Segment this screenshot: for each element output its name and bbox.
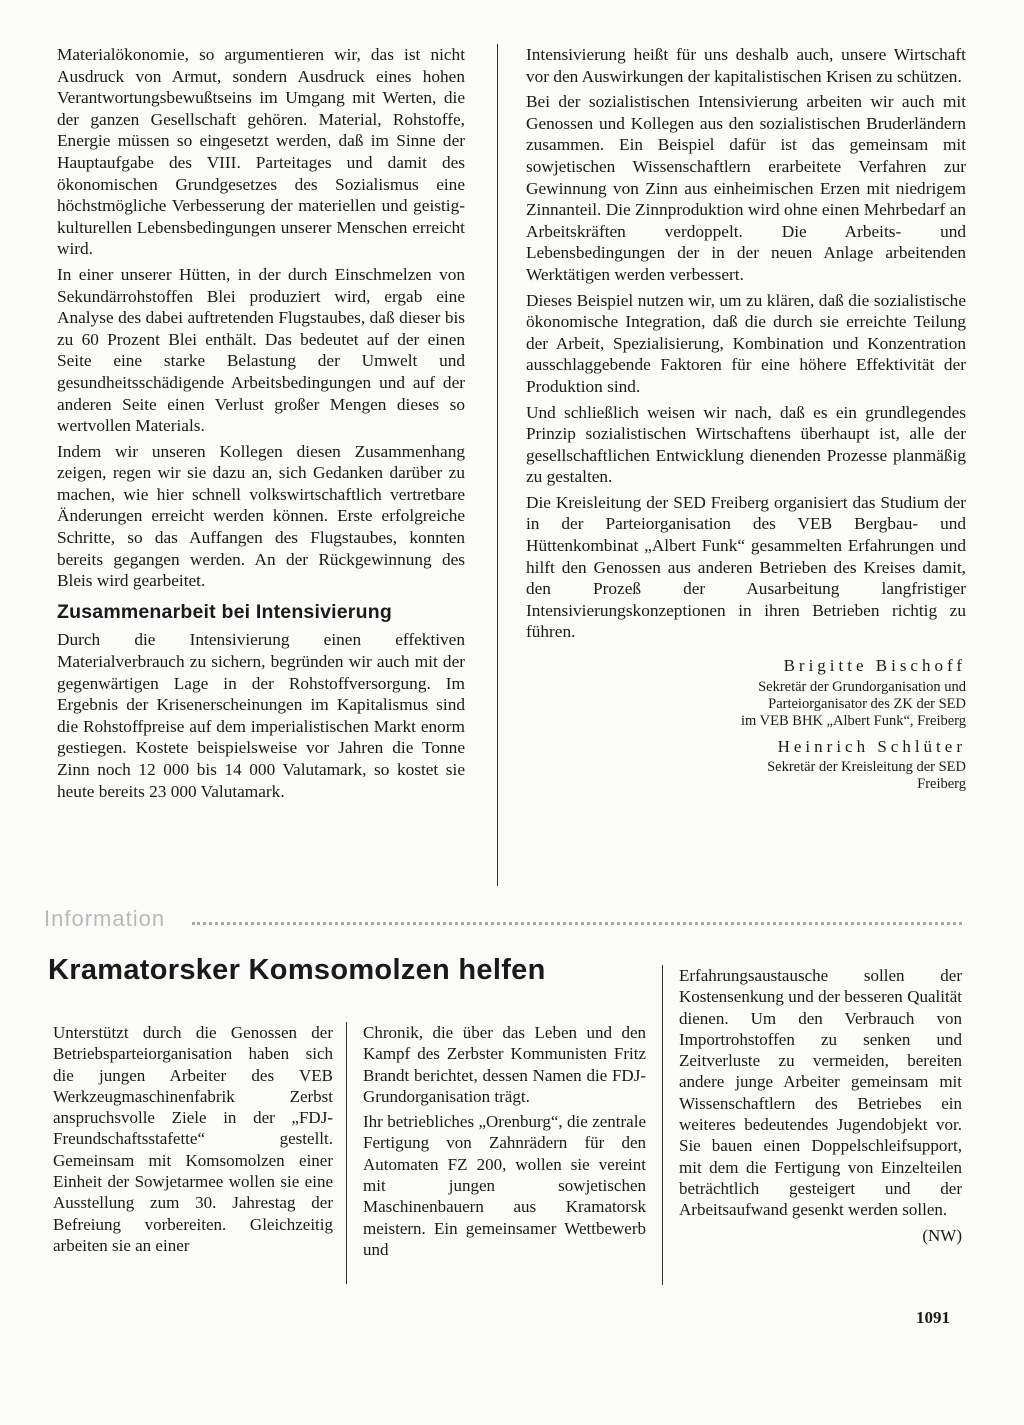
paragraph: Durch die Intensivierung einen effektiven Materialverbrauch zu sichern, begründen wir auch mit der gegenwärtigen Lage in der Rohstoffversorgung. Im Ergebnis der Krisenerscheinungen im Kapitalismus sind die Rohstoffpreise auf dem imperialistischen Markt enorm gestiegen. Kostete beispielsweise vor Jahren die Tonne Zinn noch 12 000 bis 14 000 Valutamark, so kostet sie heute bereits 23 000 Valutamark.	[57, 630, 465, 801]
article2-column-3	[679, 965, 962, 1250]
article-headline: Kramatorsker Komsomolzen helfen	[48, 954, 546, 986]
paragraph: Intensivierung heißt für uns deshalb auch, unsere Wirtschaft vor den Auswirkungen der kapitalistischen Krisen zu schützen.	[526, 45, 966, 86]
section-label: Information	[44, 906, 166, 931]
article2-column-1	[53, 1022, 333, 1260]
author-title-line: Sekretär der Kreisleitung der SED	[767, 759, 966, 776]
column-divider	[662, 965, 663, 1285]
paragraph: Indem wir unseren Kollegen diesen Zusammenhang zeigen, regen wir sie dazu an, sich Gedanken darüber zu machen, wie hier schnell volkswirtschaftlich vertretbare Änderungen erreicht werden können. Erste erfolgreiche Schritte, so das Auffangen des Flugstaubes, konnten bereits gegangen werden. An der Rückgewinnung des Bleis wird gearbeitet.	[57, 441, 465, 591]
subheading: Zusammenarbeit bei Intensivierung	[57, 600, 392, 623]
page-number: 1091	[916, 1308, 950, 1327]
paragraph: Materialökonomie, so argumentieren wir, das ist nicht Ausdruck von Armut, sondern Ausdruck eines hohen Verantwortungsbewußtseins im Umgang mit Werten, die der ganzen Gesellschaft gehören. Material, Rohstoffe, Energie müssen so eingesetzt werden, daß im Sinne der Hauptaufgabe des VIII. Parteitages und damit des ökonomischen Grundgesetzes des Sozialismus eine höchstmögliche Verbesserung der materiellen und geistig-kulturellen Lebensbedingungen unserer Menschen erreicht wird.	[57, 45, 465, 259]
article1-right-column	[526, 44, 966, 793]
author-name: Brigitte Bischoff	[783, 656, 966, 676]
paragraph: Chronik, die über das Leben und den Kampf des Zerbster Kommunisten Fritz Brandt berichtet, dessen Namen die FDJ-Grundorganisation trägt.	[363, 1023, 646, 1106]
author-title-line: Freiberg	[917, 776, 966, 793]
paragraph: Ihr betriebliches „Orenburg“, die zentrale Fertigung von Zahnrädern für den Automaten FZ 200, wollen sie vereint mit jungen sowjetischen Maschinenbauern aus Kramatorsk meistern. Ein gemeinsamer Wettbewerb und	[363, 1112, 646, 1259]
article2-column-2	[363, 1022, 646, 1264]
paragraph: Die Kreisleitung der SED Freiberg organisiert das Studium der in der Parteiorganisation des VEB Bergbau- und Hüttenkombinat „Albert Funk“ gesammelten Erfahrungen und hilft den Genossen aus anderen Betrieben des Kreises damit, den Prozeß der Ausarbeitung langfristiger Intensivierungskonzeptionen in ihren Betrieben richtig zu führen.	[526, 492, 966, 642]
paragraph: Unterstützt durch die Genossen der Betriebsparteiorganisation haben sich die jungen Arbeiter des VEB Werkzeugmaschinenfabrik Zerbst anspruchsvolle Ziele in der „FDJ-Freundschaftsstafette“ gestellt. Gemeinsam mit Komsomolzen einer Einheit der Sowjetarmee wollen sie eine Ausstellung zum 30. Jahrestag der Befreiung vorbereiten. Gleichzeitig arbeiten sie an einer	[53, 1023, 333, 1255]
author-title-line: im VEB BHK „Albert Funk“, Freiberg	[741, 712, 966, 729]
column-divider	[346, 1022, 347, 1284]
author-title-line: Sekretär der Grundorganisation und	[758, 678, 966, 695]
section-rule	[192, 922, 962, 925]
paragraph: Und schließlich weisen wir nach, daß es ein grundlegendes Prinzip sozialistischen Wirtschaftens überhaupt ist, alle der gesellschaftlichen Entwicklung dienenden Prozesse planmäßig zu gestalten.	[526, 402, 966, 487]
author-name: Heinrich Schlüter	[777, 736, 966, 756]
article1-left-column	[57, 44, 465, 806]
author-title-line: Parteiorganisator des ZK der SED	[768, 695, 966, 712]
column-divider	[497, 44, 498, 886]
paragraph: In einer unserer Hütten, in der durch Einschmelzen von Sekundärrohstoffen Blei produziert wird, ergab eine Analyse des dabei auftretenden Flugstaubes, daß dieser bis zu 60 Prozent Blei enthält. Das bedeutet auf der einen Seite eine starke Belastung der Umwelt und gesundheitsschädigende Arbeitsbedingungen und auf der anderen Seite einen Verlust großer Mengen dieses so wertvollen Materials.	[57, 264, 465, 436]
source-credit: (NW)	[922, 1225, 962, 1245]
paragraph: Dieses Beispiel nutzen wir, um zu klären, daß die sozialistische ökonomische Integration, daß die durch sie erreichte Teilung der Arbeit, Spezialisierung, Kombination und Konzentration ausschlaggebende Faktoren für eine höhere Effektivität der Produktion sind.	[526, 290, 966, 396]
paragraph: Erfahrungsaustausche sollen der Kostensenkung und der besseren Qualität dienen. Um den Verbrauch von Importrohstoffen zu senken und Zeitverluste zu vermeiden, bereiten andere junge Arbeiter gemeinsam mit Wissenschaftlern des Betriebes ein weiteres bedeutendes Jugendobjekt vor. Sie bauen einen Doppelschleifsupport, mit dem die Fertigung von Einzelteilen beträchtlich gesteigert und der Arbeitsaufwand gesenkt werden sollen.	[679, 966, 962, 1220]
paragraph: Bei der sozialistischen Intensivierung arbeiten wir auch mit Genossen und Kollegen aus den sozialistischen Bruderländern zusammen. Ein Beispiel dafür ist das gemeinsam mit sowjetischen Wissenschaftlern erarbeitete Verfahren zur Gewinnung von Zinn aus einheimischen Erzen mit niedrigem Zinnanteil. Die Zinnproduktion wird ohne einen Mehrbedarf an Arbeitskräften verdoppelt. Die Arbeits- und Lebensbedingungen der in der neuen Anlage arbeitenden Werktätigen werden verbessert.	[526, 92, 966, 284]
